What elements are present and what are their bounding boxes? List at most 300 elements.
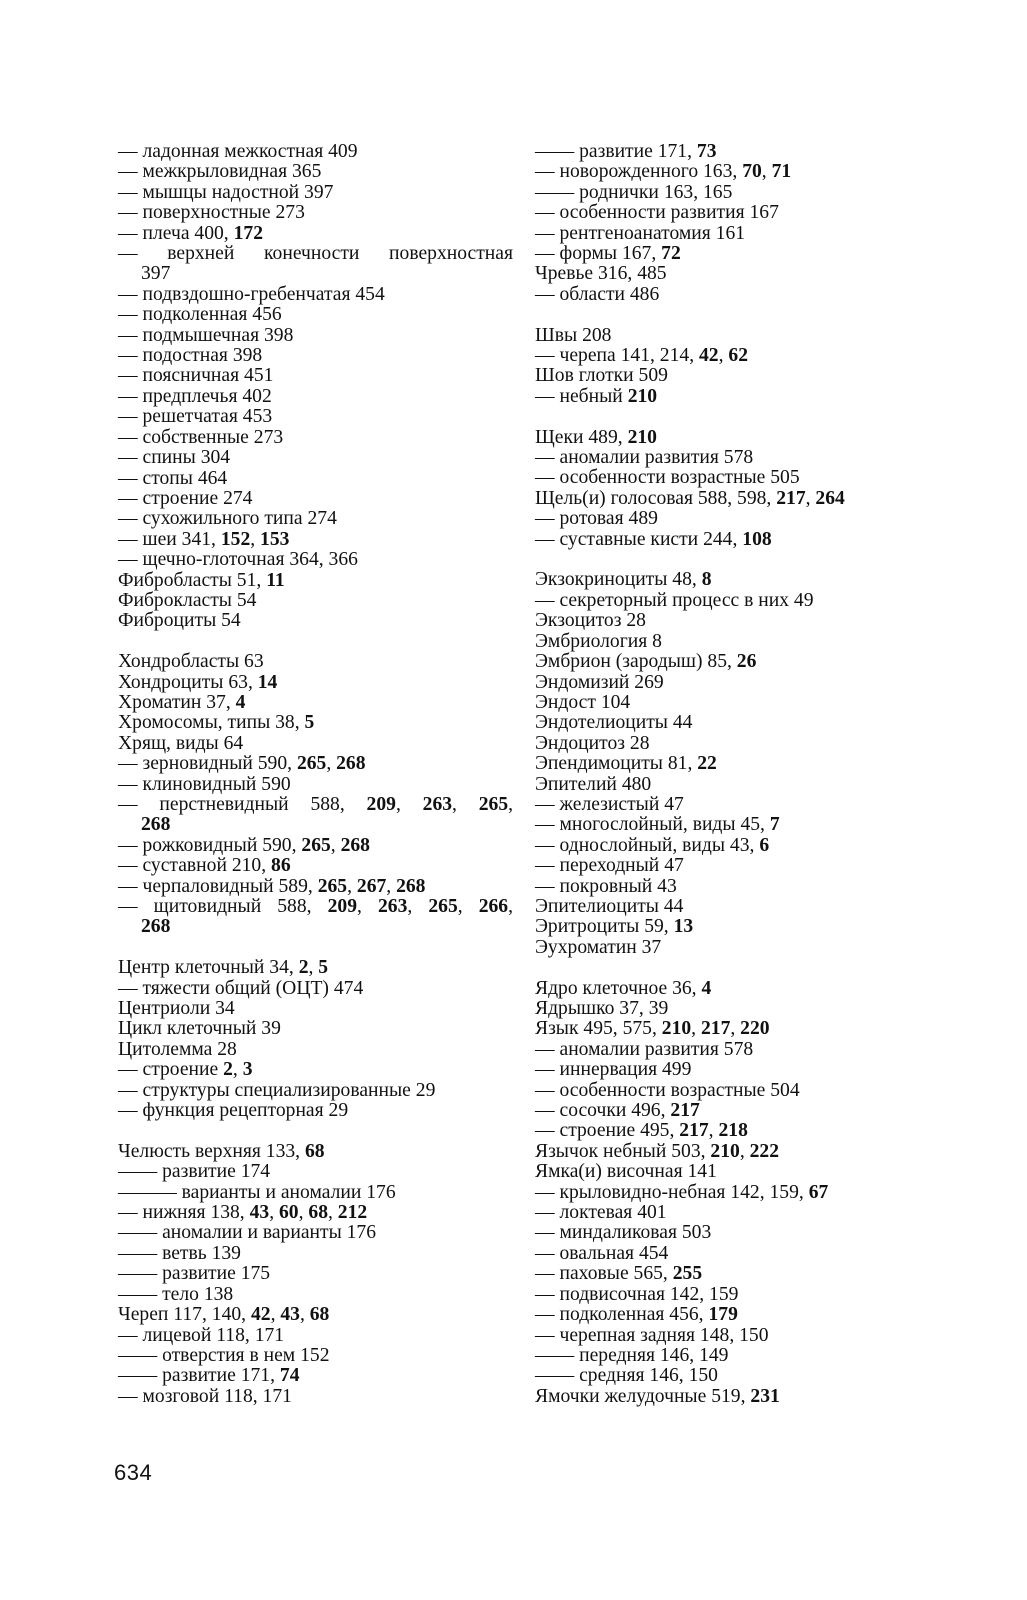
index-entry [535, 1285, 915, 1305]
index-entry [535, 652, 915, 672]
index-entry [535, 448, 915, 468]
index-bold-page-ref: 43 [249, 1202, 270, 1224]
index-entry-text: — рентгеноанатомия 161 [535, 222, 746, 244]
index-entry [535, 489, 915, 509]
index-entry [118, 203, 513, 223]
index-entry [535, 999, 915, 1019]
index-entry-text: — переходный 47 [535, 855, 684, 877]
index-bold-page-ref: 4 [701, 977, 712, 999]
index-entry [118, 979, 513, 999]
index-bold-page-ref: 209 [327, 896, 358, 918]
index-bold-page-ref: 73 [696, 141, 717, 162]
index-entry [535, 1081, 915, 1101]
index-entry-text: , [718, 345, 729, 367]
index-entry [535, 856, 915, 876]
index-bold-page-ref: 212 [337, 1202, 368, 1224]
index-entry-text: Эпителий 480 [535, 773, 652, 795]
index-entry-text: Щель(и) голосовая 588, 598, [535, 487, 777, 509]
index-entry [118, 244, 513, 264]
index-entry-text: — мозговой 118, 171 [118, 1385, 292, 1407]
index-entry-text: Эпендимоциты 81, [535, 753, 698, 775]
index-entry-text: Эндотелиоциты 44 [535, 712, 693, 734]
index-entry-text: — перстневидный 588, [118, 793, 367, 815]
index-entry-text: —— аномалии и варианты 176 [118, 1222, 377, 1244]
index-entry-text: — паховые 565, [535, 1263, 673, 1285]
index-entry [535, 591, 915, 611]
index-column-left [118, 142, 513, 1407]
index-entry [118, 428, 513, 448]
index-entry [535, 897, 915, 917]
index-bold-page-ref: 265 [428, 896, 458, 918]
index-entry-text: — подмышечная 398 [118, 324, 294, 346]
index-entry-text: — ротовая 489 [535, 508, 658, 530]
index-entry-text: Шов глотки 509 [535, 365, 668, 387]
index-bold-page-ref: 172 [233, 222, 263, 244]
index-entry-text: — функция рецепторная 29 [118, 1100, 349, 1122]
index-entry-text: — области 486 [535, 283, 660, 305]
index-entry [118, 509, 513, 529]
index-entry-text: — щечно-глоточная 364, 366 [118, 549, 358, 571]
index-bold-page-ref: 13 [673, 916, 694, 938]
index-entry-text: — стопы 464 [118, 467, 228, 489]
index-entry-text: — особенности развития 167 [535, 202, 779, 224]
index-entry-text: — собственные 273 [118, 426, 284, 448]
index-entry-text: — клиновидный 590 [118, 773, 291, 795]
index-entry-text: , [452, 793, 479, 815]
index-entry [118, 1101, 513, 1121]
index-entry-text: , [739, 1140, 750, 1162]
index-bold-page-ref: 5 [318, 957, 329, 979]
index-entry [118, 1060, 513, 1080]
index-entry-text: Череп 117, 140, [118, 1304, 251, 1326]
index-entry-text: — рожковидный 590, [118, 834, 302, 856]
index-entry [535, 1060, 915, 1080]
index-entry-text: , [508, 896, 513, 918]
index-entry [118, 366, 513, 386]
index-entry-text: — строение 274 [118, 487, 253, 509]
index-spacer [535, 407, 915, 427]
index-entry-text: Эндост 104 [535, 691, 631, 713]
index-entry-text: , [270, 1304, 281, 1326]
index-entry-text: Чревье 316, 485 [535, 263, 667, 285]
index-entry-text: , [508, 793, 514, 815]
index-bold-page-ref: 152 [220, 528, 251, 550]
index-entry [535, 611, 915, 631]
index-bold-page-ref: 263 [377, 896, 408, 918]
index-entry-text: — строение 495, [535, 1120, 680, 1142]
index-entry [118, 407, 513, 427]
index-bold-page-ref: 220 [740, 1018, 770, 1040]
index-bold-page-ref: 22 [697, 753, 717, 775]
index-entry [535, 775, 915, 795]
index-entry [118, 1366, 513, 1386]
index-bold-page-ref: 264 [815, 487, 845, 509]
index-bold-page-ref: 217 [670, 1100, 700, 1122]
index-entry-text: — особенности возрастные 504 [535, 1079, 800, 1101]
index-entry-text: Хромосомы, типы 38, [118, 712, 305, 734]
index-entry [118, 305, 513, 325]
index-entry [118, 1019, 513, 1039]
index-entry-text: Швы 208 [535, 324, 612, 346]
index-entry [535, 1142, 915, 1162]
index-entry-text: Фибробласты 51, [118, 569, 267, 591]
index-entry [535, 1264, 915, 1284]
index-bold-page-ref: 108 [742, 528, 772, 550]
index-entry [118, 1305, 513, 1325]
index-entry [118, 1040, 513, 1060]
index-bold-page-ref: 265 [301, 834, 331, 856]
index-entry [535, 183, 915, 203]
index-bold-page-ref: 217 [776, 487, 806, 509]
index-bold-page-ref: 210 [661, 1018, 692, 1040]
index-entry [535, 142, 915, 162]
index-entry [535, 285, 915, 305]
index-entry [118, 1326, 513, 1346]
index-entry-text: , [730, 1018, 741, 1040]
index-entry-text: — поверхностные 273 [118, 202, 305, 224]
index-entry-text: — щитовидный 588, [118, 896, 328, 918]
index-bold-page-ref: 231 [750, 1385, 780, 1407]
index-entry-text: , [326, 753, 337, 775]
index-entry [535, 1326, 915, 1346]
index-entry-text: , [691, 1018, 701, 1040]
index-entry-text: , [395, 793, 423, 815]
index-entry [118, 1285, 513, 1305]
index-entry [118, 489, 513, 509]
index-entry-text: — ладонная межкостная 409 [118, 141, 358, 162]
index-entry [535, 203, 915, 223]
index-entry-text: — нижняя 138, [118, 1202, 250, 1224]
index-entry [535, 734, 915, 754]
index-entry-text: Эритроциты 59, [535, 916, 674, 938]
index-entry-text: — структуры специализированные 29 [118, 1079, 436, 1101]
index-entry [118, 326, 513, 346]
index-entry [118, 1142, 513, 1162]
index-entry [535, 1223, 915, 1243]
index-entry [118, 856, 513, 876]
index-entry-text: Язык 495, 575, [535, 1018, 662, 1040]
index-entry-text: — поясничная 451 [118, 365, 274, 387]
index-entry-text: — черепная задняя 148, 150 [535, 1324, 769, 1346]
index-entry-text: — тяжести общий (ОЦТ) 474 [118, 977, 364, 999]
index-entry-text: , [761, 161, 772, 183]
index-entry-text: Экзоцитоз 28 [535, 610, 646, 632]
index-entry-text: Хондробласты 63 [118, 651, 264, 673]
index-bold-page-ref: 179 [708, 1304, 738, 1326]
index-bold-page-ref: 218 [718, 1120, 748, 1142]
index-entry [118, 754, 513, 774]
index-entry [535, 530, 915, 550]
index-bold-page-ref: 11 [266, 569, 285, 591]
index-entry-text: — решетчатая 453 [118, 406, 273, 428]
index-entry [535, 1366, 915, 1386]
index-bold-page-ref: 70 [742, 161, 762, 183]
index-entry-text: , [299, 1304, 310, 1326]
index-entry-text: Эмбрион (зародыш) 85, [535, 651, 737, 673]
index-entry [535, 1040, 915, 1060]
index-entry-text: — особенности возрастные 505 [535, 467, 800, 489]
index-entry [535, 1162, 915, 1182]
index-entry [118, 917, 513, 937]
index-entry-text: Эпителиоциты 44 [535, 895, 684, 917]
index-entry-text: — миндаликовая 503 [535, 1222, 712, 1244]
index-entry [535, 387, 915, 407]
index-entry-text: —— развитие 174 [118, 1161, 271, 1183]
index-bold-page-ref: 266 [478, 896, 509, 918]
index-bold-page-ref: 268 [141, 814, 171, 836]
index-bold-page-ref: 267 [356, 875, 387, 897]
index-entry [535, 815, 915, 835]
index-entry [535, 877, 915, 897]
index-entry-text: Хондроциты 63, [118, 671, 258, 693]
index-bold-page-ref: 210 [627, 385, 658, 407]
index-entry-text: — небный [535, 385, 628, 407]
index-entry [118, 713, 513, 733]
index-entry [118, 346, 513, 366]
index-entry-text: — подколенная 456, [535, 1304, 709, 1326]
index-spacer [535, 550, 915, 570]
index-entry [535, 1346, 915, 1366]
index-entry-text: — межкрыловидная 365 [118, 161, 322, 183]
index-entry-text: , [357, 896, 378, 918]
index-entry [535, 224, 915, 244]
index-entry-text: —— роднички 163, 165 [535, 181, 733, 203]
index-entry [535, 836, 915, 856]
index-bold-page-ref: 210 [627, 426, 657, 448]
index-bold-page-ref: 153 [260, 528, 290, 550]
index-bold-page-ref: 5 [304, 712, 315, 734]
index-entry [535, 1019, 915, 1039]
index-entry-text: — однослойный, виды 43, [535, 834, 760, 856]
index-entry-text: — предплечья 402 [118, 385, 272, 407]
index-entry-text: Эндомизий 269 [535, 671, 664, 693]
index-entry-text: , [308, 957, 319, 979]
index-entry-text: Экзокриноциты 48, [535, 569, 702, 591]
index-entry-text: — подвисочная 142, 159 [535, 1283, 739, 1305]
index-entry-text: —— тело 138 [118, 1283, 234, 1305]
index-entry-text: Щеки 489, [535, 426, 628, 448]
index-entry [535, 326, 915, 346]
index-entry-text: Хроматин 37, [118, 691, 236, 713]
index-entry-text: — подостная 398 [118, 345, 263, 367]
index-bold-page-ref: 209 [366, 793, 396, 815]
index-entry-text: , [708, 1120, 719, 1142]
index-entry [118, 1183, 513, 1203]
index-entry [118, 693, 513, 713]
index-entry-text: , [327, 1202, 338, 1224]
index-entry-text: — подколенная 456 [118, 304, 282, 326]
index-entry [535, 366, 915, 386]
index-entry-text: , [347, 875, 357, 897]
index-entry-text: Эухроматин 37 [535, 936, 662, 958]
index-entry-text: — верхней конечности поверхностная [118, 243, 513, 265]
index-entry-text: — железистый 47 [535, 793, 684, 815]
index-entry [535, 1101, 915, 1121]
index-spacer [535, 305, 915, 325]
index-entry [118, 1346, 513, 1366]
index-entry [118, 1264, 513, 1284]
index-entry [118, 530, 513, 550]
index-bold-page-ref: 6 [759, 834, 770, 856]
index-entry-text: — многослойный, виды 45, [535, 814, 770, 836]
index-entry-text: Центриоли 34 [118, 998, 235, 1020]
index-entry [535, 917, 915, 937]
index-entry [535, 1203, 915, 1223]
index-entry [118, 999, 513, 1019]
index-entry-text: — черпаловидный 589, [118, 875, 318, 897]
index-entry [535, 346, 915, 366]
index-bold-page-ref: 42 [250, 1304, 271, 1326]
index-bold-page-ref: 72 [661, 243, 681, 265]
index-entry-text: Цитолемма 28 [118, 1038, 237, 1060]
index-entry-text: Ямка(и) височная 141 [535, 1161, 717, 1183]
index-bold-page-ref: 265 [317, 875, 348, 897]
index-entry-text: — иннервация 499 [535, 1059, 692, 1081]
index-entry-text: , [250, 528, 261, 550]
index-entry-text: Фиброциты 54 [118, 610, 241, 632]
index-bold-page-ref: 4 [235, 691, 246, 713]
index-entry [118, 1081, 513, 1101]
index-entry [535, 468, 915, 488]
index-entry [535, 244, 915, 264]
index-entry-text: — плеча 400, [118, 222, 234, 244]
index-bold-page-ref: 8 [701, 569, 712, 591]
index-entry [118, 162, 513, 182]
index-bold-page-ref: 217 [700, 1018, 731, 1040]
index-entry [118, 836, 513, 856]
index-entry [118, 142, 513, 162]
index-entry [118, 877, 513, 897]
index-bold-page-ref: 14 [257, 671, 278, 693]
index-entry [535, 713, 915, 733]
index-bold-page-ref: 268 [340, 834, 370, 856]
index-entry [118, 183, 513, 203]
index-entry [118, 571, 513, 591]
index-entry [535, 1244, 915, 1264]
index-entry [118, 285, 513, 305]
index-entry [118, 1162, 513, 1182]
index-bold-page-ref: 43 [280, 1304, 300, 1326]
index-entry [535, 1387, 915, 1407]
index-entry-text: —— развитие 175 [118, 1263, 271, 1285]
index-entry-text: Фиброкласты 54 [118, 589, 257, 611]
index-entry-text: — новорожденного 163, [535, 161, 743, 183]
index-entry [118, 1223, 513, 1243]
index-entry-text: Эндоцитоз 28 [535, 732, 650, 754]
index-bold-page-ref: 217 [679, 1120, 709, 1142]
index-entry-text: , [386, 875, 397, 897]
index-entry-text: Язычок небный 503, [535, 1140, 711, 1162]
index-bold-page-ref: 222 [749, 1140, 779, 1162]
index-entry [535, 795, 915, 815]
index-entry [118, 550, 513, 570]
index-entry [118, 652, 513, 672]
index-entry-text: —— передняя 146, 149 [535, 1344, 729, 1366]
index-entry [118, 224, 513, 244]
index-entry-text: Ядрышко 37, 39 [535, 998, 669, 1019]
index-entry [118, 469, 513, 489]
index-entry-text: — сухожильного типа 274 [118, 508, 337, 530]
index-entry [118, 958, 513, 978]
index-spacer [118, 938, 513, 958]
index-bold-page-ref: 42 [699, 345, 719, 367]
index-entry-text: —— ветвь 139 [118, 1242, 241, 1264]
index-column-right [535, 142, 915, 1407]
index-entry [535, 162, 915, 182]
index-bold-page-ref: 268 [141, 916, 171, 938]
index-entry-text: — суставные кисти 244, [535, 528, 743, 550]
index-entry-text: — суставной 210, [118, 855, 272, 877]
index-entry-text: — локтевая 401 [535, 1202, 667, 1224]
index-entry [535, 509, 915, 529]
index-entry-text: —— развитие 171, [118, 1365, 280, 1387]
index-bold-page-ref: 265 [478, 793, 509, 815]
index-entry [535, 570, 915, 590]
index-entry-text: — спины 304 [118, 447, 231, 469]
index-entry [535, 632, 915, 652]
index-entry [118, 775, 513, 795]
index-entry-text: ——— варианты и аномалии 176 [118, 1181, 396, 1203]
index-entry [118, 591, 513, 611]
index-entry-text: — покровный 43 [535, 875, 677, 897]
index-entry-text: Хрящ, виды 64 [118, 732, 244, 754]
index-bold-page-ref: 255 [672, 1263, 703, 1285]
index-bold-page-ref: 60 [279, 1202, 299, 1224]
index-bold-page-ref: 268 [336, 753, 366, 775]
index-entry-text: — аномалии развития 578 [535, 1038, 754, 1060]
index-bold-page-ref: 68 [309, 1304, 330, 1326]
index-entry-text: , [269, 1202, 279, 1224]
index-entry [118, 897, 513, 917]
index-entry-text: — черепа 141, 214, [535, 345, 699, 367]
index-spacer [535, 958, 915, 978]
index-bold-page-ref: 68 [304, 1140, 325, 1162]
index-bold-page-ref: 265 [296, 753, 327, 775]
page-number: 634 [114, 1460, 153, 1485]
index-entry [118, 673, 513, 693]
index-entry-text: — лицевой 118, 171 [118, 1324, 285, 1346]
index-bold-page-ref: 62 [728, 345, 748, 367]
index-entry-text: , [457, 896, 479, 918]
index-spacer [118, 632, 513, 652]
index-entry-text: , [232, 1059, 243, 1081]
index-entry-text: Цикл клеточный 39 [118, 1018, 281, 1040]
index-entry-text: — сосочки 496, [535, 1100, 671, 1122]
index-entry-text: — формы 167, [535, 243, 662, 265]
index-bold-page-ref: 268 [396, 875, 426, 897]
index-entry [535, 1183, 915, 1203]
index-bold-page-ref: 210 [710, 1140, 740, 1162]
index-entry-text: — шеи 341, [118, 528, 221, 550]
index-entry [118, 1387, 513, 1407]
index-entry-text: — секреторный процесс в них 49 [535, 589, 814, 611]
index-entry [118, 1244, 513, 1264]
index-entry-text: —— развитие 171, [535, 141, 697, 162]
index-bold-page-ref: 2 [223, 1059, 233, 1081]
index-bold-page-ref: 74 [279, 1365, 300, 1387]
index-entry [118, 815, 513, 835]
index-entry [535, 428, 915, 448]
index-entry-text: — строение [118, 1059, 224, 1081]
index-bold-page-ref: 3 [242, 1059, 253, 1081]
index-entry-text: 397 [141, 263, 171, 285]
index-entry [535, 1121, 915, 1141]
index-entry [118, 264, 513, 284]
index-bold-page-ref: 71 [771, 161, 792, 183]
index-entry-text: , [407, 896, 429, 918]
index-entry [535, 673, 915, 693]
index-entry [118, 387, 513, 407]
